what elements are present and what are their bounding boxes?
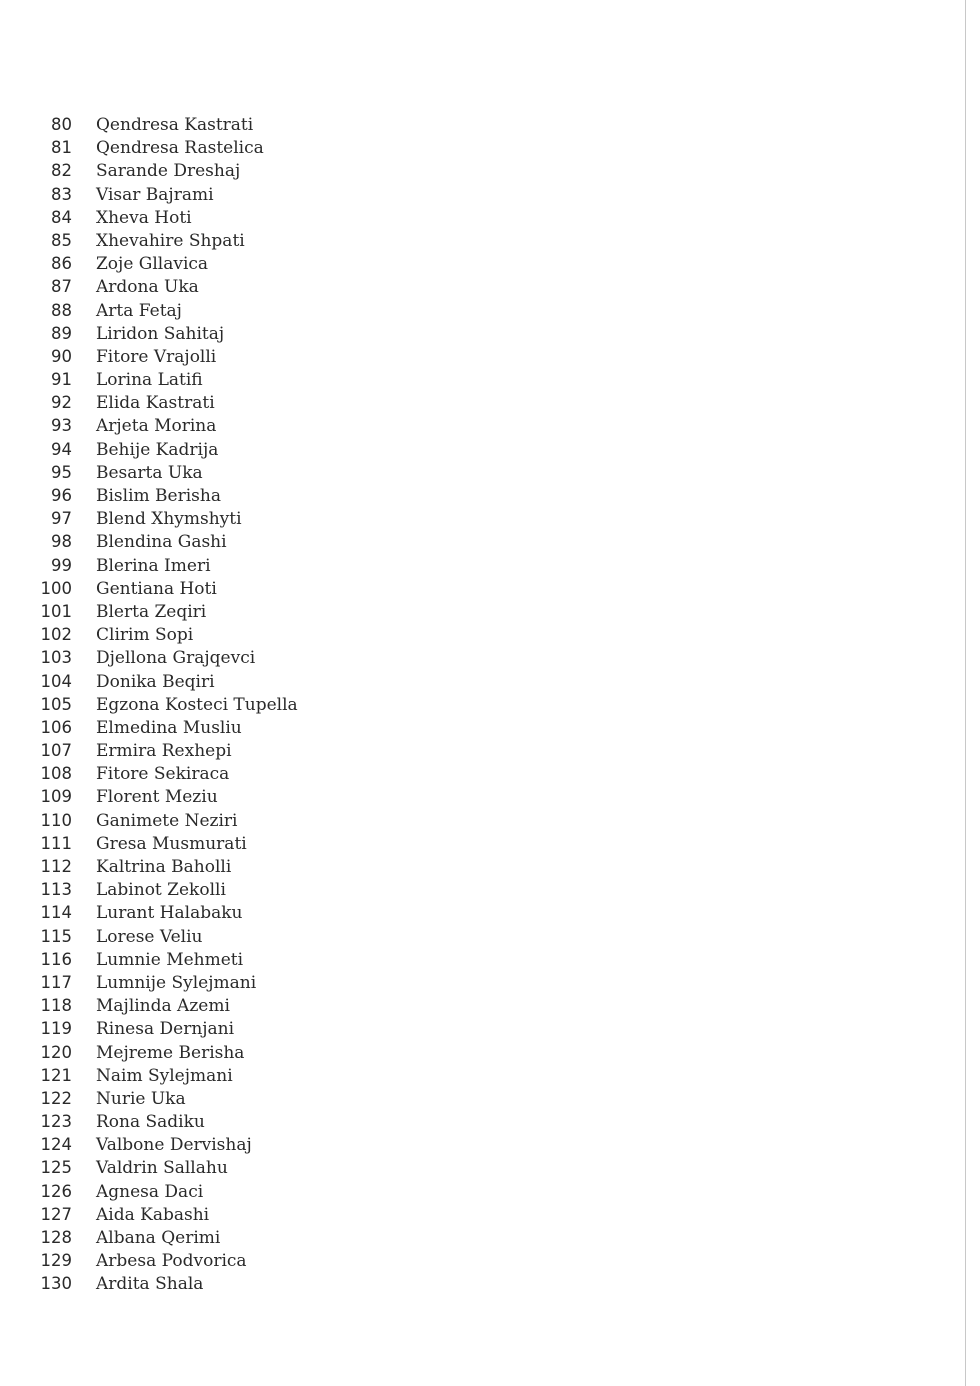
list-item-number: 106 <box>40 717 72 737</box>
list-item-number: 97 <box>51 509 72 529</box>
list-item-name: Lumnie Mehmeti <box>96 949 244 970</box>
list-item-number: 105 <box>40 694 72 714</box>
list-item-name: Gentiana Hoti <box>96 578 217 599</box>
list-item-name: Arta Fetaj <box>96 300 182 321</box>
list-item-number: 114 <box>40 903 72 923</box>
page-edge-divider <box>965 0 966 1386</box>
list-item-name: Blerta Zeqiri <box>96 601 207 622</box>
list-item <box>34 809 298 832</box>
list-item-name: Lumnije Sylejmani <box>96 972 257 993</box>
list-item <box>34 252 298 275</box>
list-item-number: 86 <box>51 254 72 274</box>
list-item-number: 99 <box>51 555 72 575</box>
list-item <box>34 832 298 855</box>
list-item-name: Ardita Shala <box>96 1274 204 1295</box>
list-item-number: 119 <box>40 1019 72 1039</box>
list-item-number: 127 <box>40 1204 72 1224</box>
list-item-number: 113 <box>40 880 72 900</box>
list-item <box>34 577 298 600</box>
list-item-number: 101 <box>40 601 72 621</box>
list-item <box>34 1272 298 1295</box>
list-item-number: 115 <box>40 926 72 946</box>
list-item-name: Rona Sadiku <box>96 1112 205 1133</box>
list-item <box>34 925 298 948</box>
list-item <box>34 693 298 716</box>
list-item <box>34 368 298 391</box>
list-item-number: 121 <box>40 1065 72 1085</box>
list-item-name: Rinesa Dernjani <box>96 1019 235 1040</box>
list-item-name: Gresa Musmurati <box>96 833 247 854</box>
list-item <box>34 600 298 623</box>
list-item-name: Nurie Uka <box>96 1088 186 1109</box>
list-item <box>34 716 298 739</box>
list-item-number: 80 <box>51 115 72 134</box>
list-item <box>34 1249 298 1272</box>
list-item <box>34 1041 298 1064</box>
list-item-name: Ermira Rexhepi <box>96 741 232 762</box>
list-item-number: 85 <box>51 230 72 250</box>
list-item-number: 120 <box>40 1042 72 1062</box>
list-item-number: 95 <box>51 462 72 482</box>
list-item <box>34 762 298 785</box>
list-item <box>34 855 298 878</box>
list-item-name: Egzona Kosteci Tupella <box>96 694 298 715</box>
list-item <box>34 159 298 182</box>
list-item-name: Liridon Sahitaj <box>96 323 225 344</box>
list-item <box>34 948 298 971</box>
list-item-number: 103 <box>40 648 72 668</box>
list-item <box>34 391 298 414</box>
list-item <box>34 322 298 345</box>
list-item-name: Qendresa Rastelica <box>96 138 264 159</box>
list-item-number: 126 <box>40 1181 72 1201</box>
list-item-name: Labinot Zekolli <box>96 880 226 901</box>
list-item <box>34 623 298 646</box>
list-item-name: Xhevahire Shpati <box>96 230 245 251</box>
list-item-number: 109 <box>40 787 72 807</box>
list-item-name: Sarande Dreshaj <box>96 161 241 182</box>
list-item <box>34 299 298 322</box>
list-item-name: Elmedina Musliu <box>96 717 242 738</box>
list-item <box>34 739 298 762</box>
list-item <box>34 646 298 669</box>
list-item-number: 92 <box>51 393 72 413</box>
list-item-number: 118 <box>40 996 72 1016</box>
list-item-number: 117 <box>40 972 72 992</box>
list-item <box>34 670 298 693</box>
list-item-name: Ganimete Neziri <box>96 810 238 831</box>
list-item-name: Albana Qerimi <box>96 1228 221 1248</box>
list-item <box>34 136 298 159</box>
list-item <box>34 971 298 994</box>
list-item-name: Zoje Gllavica <box>96 254 209 275</box>
list-item-name: Naim Sylejmani <box>96 1065 233 1086</box>
list-item-number: 129 <box>40 1251 72 1271</box>
list-item-name: Lurant Halabaku <box>96 903 243 924</box>
list-item <box>34 878 298 901</box>
list-item <box>34 414 298 437</box>
list-item-number: 130 <box>40 1274 72 1294</box>
list-item-name: Visar Bajrami <box>96 184 214 205</box>
list-item <box>34 1203 298 1226</box>
list-item-name: Ardona Uka <box>96 277 199 298</box>
list-item-number: 111 <box>40 833 72 853</box>
list-item <box>34 1064 298 1087</box>
list-item-name: Djellona Grajqevci <box>96 648 256 669</box>
list-item <box>34 1017 298 1040</box>
list-item <box>34 206 298 229</box>
list-item <box>34 461 298 484</box>
list-item-name: Besarta Uka <box>96 462 203 483</box>
list-item <box>34 554 298 577</box>
list-item-number: 107 <box>40 741 72 761</box>
list-item-number: 112 <box>40 857 72 876</box>
list-item <box>34 1226 298 1249</box>
list-item <box>34 1133 298 1156</box>
list-item <box>34 530 298 553</box>
list-item-number: 83 <box>51 184 72 204</box>
list-item <box>34 1156 298 1179</box>
list-item <box>34 229 298 252</box>
list-item-name: Arjeta Morina <box>96 416 217 437</box>
list-item <box>34 1110 298 1133</box>
list-item-number: 128 <box>40 1228 72 1247</box>
list-item-number: 98 <box>51 532 72 552</box>
list-item-name: Valbone Dervishaj <box>96 1135 252 1156</box>
list-item <box>34 438 298 461</box>
list-item <box>34 345 298 368</box>
list-item-name: Agnesa Daci <box>96 1181 204 1202</box>
list-item <box>34 1087 298 1110</box>
list-item-name: Fitore Vrajolli <box>96 346 217 367</box>
list-item <box>34 785 298 808</box>
list-item-number: 89 <box>51 323 72 343</box>
list-item-number: 104 <box>40 671 72 691</box>
list-item-number: 84 <box>51 207 72 227</box>
list-item-number: 87 <box>51 277 72 297</box>
list-item-number: 102 <box>40 625 72 645</box>
list-item-number: 81 <box>51 138 72 158</box>
list-item-number: 122 <box>40 1088 72 1108</box>
list-item-name: Behije Kadrija <box>96 439 219 460</box>
list-item <box>34 507 298 530</box>
list-item <box>34 901 298 924</box>
list-item-number: 91 <box>51 370 72 390</box>
list-item-number: 110 <box>40 810 72 830</box>
list-item-number: 123 <box>40 1112 72 1132</box>
list-item-number: 88 <box>51 300 72 320</box>
list-item <box>34 484 298 507</box>
list-item <box>34 1180 298 1203</box>
list-item-name: Blend Xhymshyti <box>96 509 242 530</box>
list-item-number: 82 <box>51 161 72 181</box>
list-item-name: Lorese Veliu <box>96 926 203 947</box>
list-item-name: Bislim Berisha <box>96 486 221 506</box>
list-item-name: Kaltrina Baholli <box>96 857 232 877</box>
list-item-number: 125 <box>40 1158 72 1178</box>
list-item-name: Clirim Sopi <box>96 625 194 646</box>
list-item-number: 94 <box>51 439 72 459</box>
list-item <box>34 113 298 136</box>
list-item <box>34 275 298 298</box>
list-item-number: 124 <box>40 1135 72 1155</box>
list-item-name: Blerina Imeri <box>96 555 211 576</box>
list-item-number: 93 <box>51 416 72 436</box>
list-item-number: 90 <box>51 346 72 366</box>
list-item-name: Donika Beqiri <box>96 671 215 692</box>
list-item-name: Arbesa Podvorica <box>96 1251 247 1272</box>
list-item <box>34 994 298 1017</box>
list-item-name: Mejreme Berisha <box>96 1042 245 1063</box>
list-item-name: Xheva Hoti <box>96 207 192 228</box>
list-item-number: 100 <box>40 578 72 598</box>
list-item-name: Aida Kabashi <box>96 1204 210 1225</box>
list-item-name: Florent Meziu <box>96 787 218 808</box>
list-item-name: Majlinda Azemi <box>96 996 230 1017</box>
list-item-name: Fitore Sekiraca <box>96 764 230 785</box>
list-item-number: 108 <box>40 764 72 784</box>
list-item-number: 96 <box>51 486 72 505</box>
list-item-number: 116 <box>40 949 72 969</box>
list-item-name: Qendresa Kastrati <box>96 115 254 135</box>
name-list <box>34 113 298 1296</box>
list-item-name: Lorina Latifi <box>96 370 203 391</box>
list-item-name: Valdrin Sallahu <box>96 1158 228 1179</box>
list-item <box>34 183 298 206</box>
list-item-name: Blendina Gashi <box>96 532 227 553</box>
list-item-name: Elida Kastrati <box>96 393 215 414</box>
